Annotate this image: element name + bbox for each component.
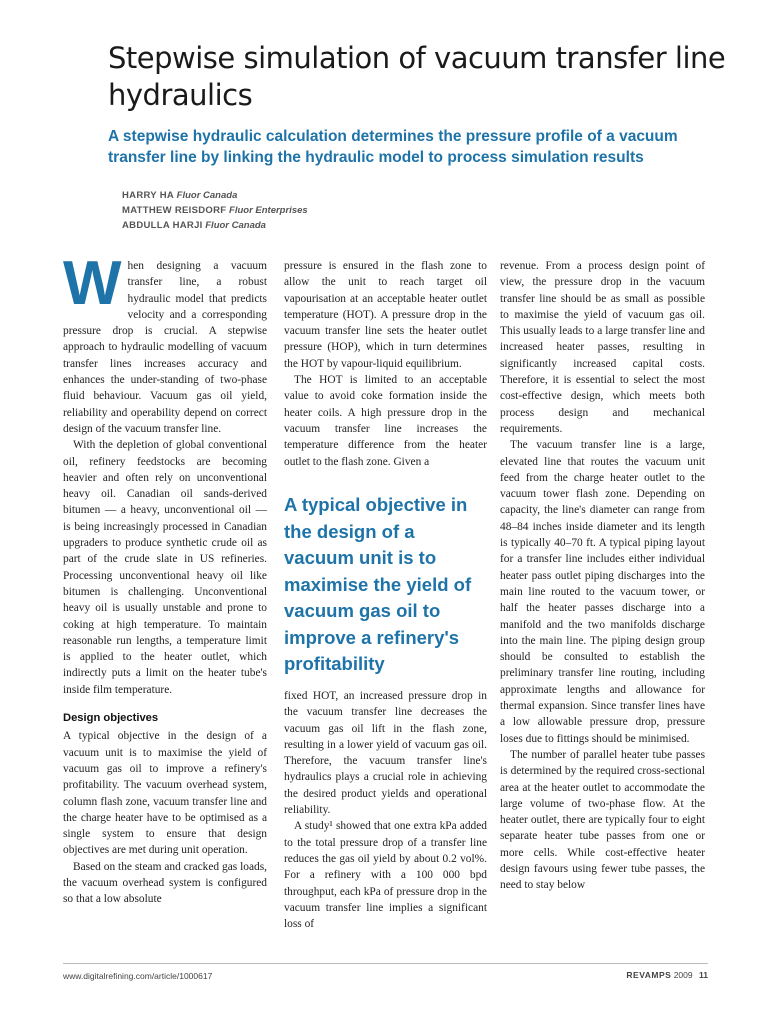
body-paragraph: revenue. From a process design point of view, the pressure drop in the vacuum transfer line should be as small as possible to maximise the yield of vacuum gas oil. This usually leads to a large transfer line and increased heater passes, resulting in significantly increased capital costs. Therefore, it is essential to select the most cost-effective design, which meets both process design and mechanical requirements. [500, 260, 705, 435]
body-paragraph: A study¹ showed that one extra kPa added to the total pressure drop of a transfer line reduces the gas oil yield by about 0.2 vol%. For a refinery with a 100 000 bpd throughput, each kPa of pressure drop in the vacuum transfer line implies a significant loss of [284, 820, 487, 931]
pull-quote: A typical objective in the design of a vacuum unit is to maximise the yield of vacuum gas oil to improve a refinery's profitability [284, 494, 472, 674]
footer-divider [63, 963, 708, 964]
body-paragraph [63, 249, 267, 437]
author-line [122, 218, 622, 233]
body-paragraph: The vacuum transfer line is a large, elevated line that routes the vacuum unit feed from the charge heater outlet to the vacuum tower flash zone. Depending on capacity, the line's diameter can range from 48–84 inches inside diameter and its length is typically 40–70 ft. A typical piping layout for a transfer line includes either individual heater pass outlet piping discharges into the main line routed to the vacuum tower, or half the heater passes discharge into a manifold and the two manifolds discharge into the main line. The piping design group should be consulted to establish the preliminary transfer line routing, including approximate lengths and allowance for thermal expansion. Since transfer lines have a low allowable pressure drop, pressure loses due to fittings should be minimised. [500, 439, 705, 745]
publication-name: REVAMPS [626, 970, 672, 980]
author-affiliation: Fluor Enterprises [229, 205, 308, 216]
article-title: Stepwise simulation of vacuum transfer line hydraulics [108, 41, 726, 112]
body-column-2-top [284, 258, 487, 470]
author-affiliation: Fluor Canada [176, 190, 238, 201]
body-paragraph: With the depletion of global conventional oil, refinery feedstocks are becoming heavier and often rely on unconventional heavy oil. Canadian oil sands-derived bitumen — a heavy, unconventional oil — is being increasingly processed in Canadian upgraders to produce synthetic crude oil as part of the crude slate in US refineries. Processing unconventional heavy oil like bitumen is challenging. Unconventional heavy oil is usually unstable and prone to coking at high temperature. To maintain reasonable run lengths, a temperature limit is applied to the heater outlet, which indirectly puts a limit on the heater tube's inside film temperature. [63, 439, 267, 696]
author-list [122, 188, 622, 233]
body-column-2-bottom [284, 688, 487, 932]
body-column-3 [500, 258, 705, 894]
author-affiliation: Fluor Canada [205, 220, 266, 231]
drop-cap: W [63, 249, 122, 318]
section-heading: Design objectives [63, 712, 159, 725]
body-paragraph: The number of parallel heater tube passes is determined by the required cross-sectional area at the heater outlet to accommodate the large volume of two-phase flow. At the heater outlet, there are typically four to eight separate heater tube passes from one or more cells. While cost-effective heater design favours using fewer tube passes, the need to stay below [500, 748, 705, 892]
body-paragraph: A typical objective in the design of a vacuum unit is to maximise the yield of vacuum gas oil to improve a refinery's profitability. The vacuum overhead system, column flash zone, vacuum transfer line and the charge heater have to be optimised as a single system to ensure that design objectives are met during unit operation. [63, 730, 267, 857]
body-paragraph: The HOT is limited to an acceptable value to avoid coke formation inside the heater coils. A high pressure drop in the vacuum transfer line increases the temperature difference from the heater outlet to the flash zone. Given a [284, 374, 487, 468]
body-paragraph: pressure is ensured in the flash zone to allow the unit to reach target oil vapourisation at an acceptable heater outlet temperature (HOT). A pressure drop in the vacuum transfer line sets the heater outlet pressure (HOP), which in turn determines the HOT by vapour-liquid equilibrium. [284, 260, 487, 370]
body-paragraph: fixed HOT, an increased pressure drop in the vacuum transfer line decreases the vacuum gas oil lift in the flash zone, resulting in a lower yield of vacuum gas oil. Therefore, the vacuum transfer line's hydraulics plays a crucial role in achieving the desired product yields and operational reliability. [284, 690, 487, 817]
body-column-1 [63, 249, 267, 908]
footer-url: www.digitalrefining.com/article/1000617 [63, 971, 213, 981]
author-name: HARRY HA [122, 190, 175, 201]
author-name: ABDULLA HARJI [122, 220, 203, 231]
article-subtitle: A stepwise hydraulic calculation determines the pressure profile of a vacuum transfer line by linking the hydraulic model to process simulation results [108, 128, 678, 166]
author-line [122, 203, 622, 218]
publication-year: 2009 [673, 970, 693, 980]
page-number: 11 [699, 970, 708, 980]
body-paragraph: Based on the steam and cracked gas loads, the vacuum overhead system is configured so that a low absolute [63, 860, 267, 906]
footer-publication [626, 970, 708, 980]
author-name: MATTHEW REISDORF [122, 205, 227, 216]
author-line [122, 188, 622, 203]
paragraph-text: hen designing a vacuum transfer line, a robust hydraulic model that predicts velocity and a corresponding pressure drop is crucial. A stepwise approach to hydraulic modelling of vacuum transfer lines increases accuracy and enhances the under-standing of two-phase fluid behaviour. Vacuum gas oil yield, reliability and operability depend on correct design of the vacuum transfer line. [63, 260, 267, 435]
